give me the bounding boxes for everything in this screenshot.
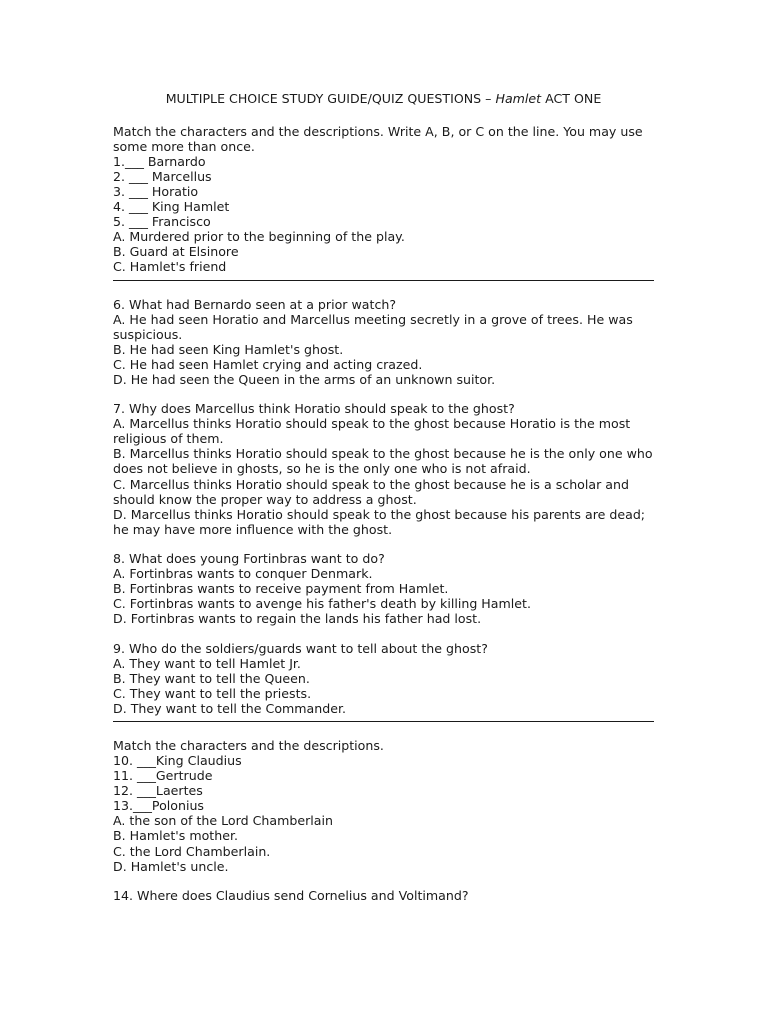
question-7-text: 7. Why does Marcellus think Horatio should speak to the ghost? [113,401,515,417]
question-9-option-c: C. They want to tell the priests. [113,686,312,702]
section-1-instructions: Match the characters and the descriptions. Write A, B, or C on the line. You may use some more than once. [113,124,643,155]
question-9-text: 9. Who do the soldiers/guards want to tell about the ghost? [113,640,488,656]
section-divider [113,280,654,281]
question-6-option-b: B. He had seen King Hamlet's ghost. [113,341,344,357]
match-item-13: 13.___Polonius [113,798,204,814]
match-option-a: A. Murdered prior to the beginning of the play. [113,229,405,245]
match-item-4: 4. ___ King Hamlet [113,199,230,215]
title-suffix: ACT ONE [541,91,602,106]
match-item-10: 10. ___King Claudius [113,753,242,769]
match-item-12: 12. ___Laertes [113,783,203,799]
question-9 [113,641,654,716]
match-option-a-2: A. the son of the Lord Chamberlain [113,813,333,829]
question-9-option-a: A. They want to tell Hamlet Jr. [113,656,301,671]
question-6-text: 6. What had Bernardo seen at a prior watch? [113,296,397,312]
match-item-5: 5. ___ Francisco [113,214,211,230]
question-9-option-b: B. They want to tell the Queen. [113,671,310,687]
match-option-c-2: C. the Lord Chamberlain. [113,843,271,859]
title-prefix: MULTIPLE CHOICE STUDY GUIDE/QUIZ QUESTIONS – [165,91,496,106]
match-option-b: B. Guard at Elsinore [113,244,239,260]
document-page [113,91,654,903]
question-8-option-d: D. Fortinbras wants to regain the lands his father had lost. [113,611,482,627]
question-8-option-a: A. Fortinbras wants to conquer Denmark. [113,566,373,582]
match-item-1: 1.___ Barnardo [113,154,206,170]
match-item-2: 2. ___ Marcellus [113,169,212,185]
match-item-3: 3. ___ Horatio [113,184,199,200]
match-item-11: 11. ___Gertrude [113,768,213,784]
title-work: Hamlet [495,91,542,106]
question-7-option-b: B. Marcellus thinks Horatio should speak to the ghost because he is the only one who does not believe in ghosts, so he is the only one who is not afraid. [113,446,653,477]
page-title [113,91,654,106]
section-2-instructions: Match the characters and the descriptions. [113,738,384,754]
match-option-b-2: B. Hamlet's mother. [113,828,238,844]
matching-section-1 [113,124,654,274]
question-6-option-d: D. He had seen the Queen in the arms of an unknown suitor. [113,371,496,387]
question-7-option-a: A. Marcellus thinks Horatio should speak to the ghost because Horatio is the most religious of them. [113,416,631,447]
question-6 [113,297,654,387]
match-option-c: C. Hamlet's friend [113,259,227,275]
question-6-option-a: A. He had seen Horatio and Marcellus meeting secretly in a grove of trees. He was suspicious. [113,311,633,342]
question-7 [113,401,654,536]
question-6-option-c: C. He had seen Hamlet crying and acting crazed. [113,356,423,372]
question-7-option-c: C. Marcellus thinks Horatio should speak to the ghost because he is a scholar and should know the proper way to address a ghost. [113,476,629,507]
question-8-option-c: C. Fortinbras wants to avenge his father's death by killing Hamlet. [113,596,531,612]
question-9-option-d: D. They want to tell the Commander. [113,701,347,717]
question-7-option-d: D. Marcellus thinks Horatio should speak to the ghost because his parents are dead; he may have more influence with the ghost. [113,506,646,537]
question-8-text: 8. What does young Fortinbras want to do? [113,551,385,567]
question-8-option-b: B. Fortinbras wants to receive payment from Hamlet. [113,581,449,597]
matching-section-2 [113,738,654,873]
question-8 [113,551,654,626]
section-divider-2 [113,721,654,722]
question-14 [113,888,654,903]
match-option-d-2: D. Hamlet's uncle. [113,858,229,874]
question-14-text: 14. Where does Claudius send Cornelius and Voltimand? [113,888,469,904]
